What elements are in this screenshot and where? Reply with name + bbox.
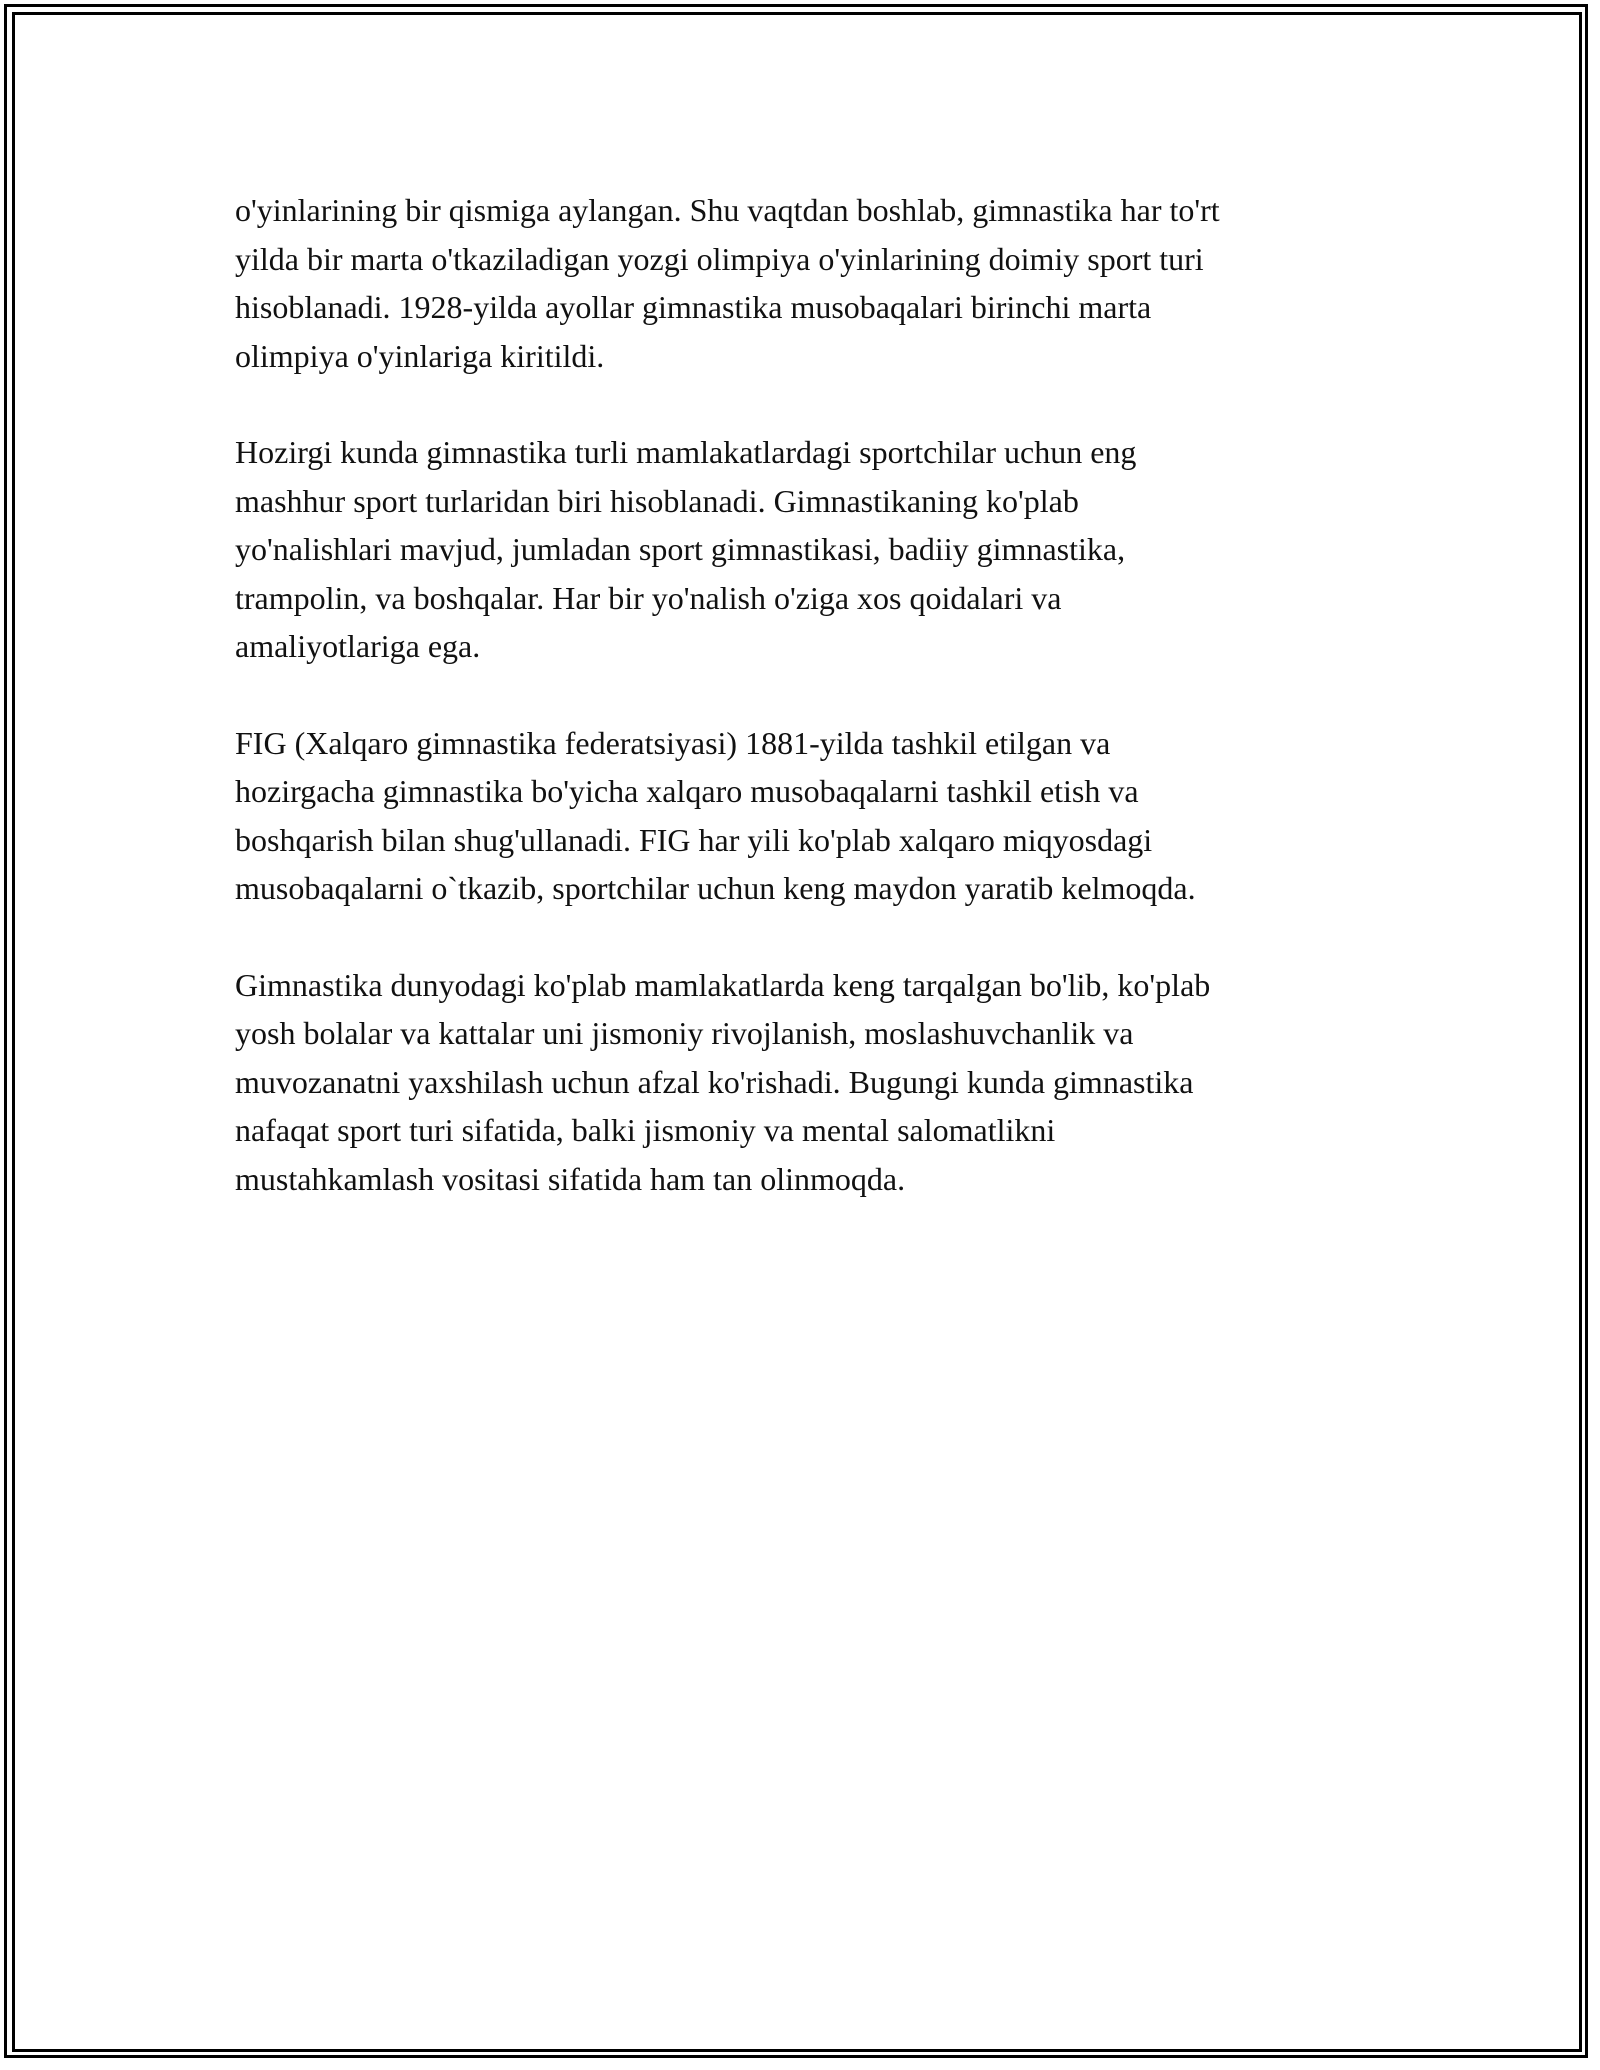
paragraph-olympics-history: o'yinlarining bir qismiga aylangan. Shu vaqtdan boshlab, gimnastika har to'rt yilda bir marta o'tkaziladigan yozgi olimpiya o'yinlarining doimiy sport turi hisoblanadi. 1928-yilda ayollar gimnastika musobaqalari birinchi marta olimpiya o'yinlariga kiritildi. bbox=[235, 192, 1220, 374]
paragraph-fig-federation: FIG (Xalqaro gimnastika federatsiyasi) 1881-yilda tashkil etilgan va hozirgacha gimnastika bo'yicha xalqaro musobaqalarni tashkil etish va boshqarish bilan shug'ullanadi. FIG har yili ko'plab xalqaro miqyosdagi musobaqalarni o`tkazib, sportchilar uchun keng maydon yaratib kelmoqda. bbox=[235, 724, 1196, 906]
paragraph-gymnastics-benefits: Gimnastika dunyodagi ko'plab mamlakatlarda keng tarqalgan bo'lib, ko'plab yosh bolalar va kattalar uni jismoniy rivojlanish, moslashuvchanlik va muvozanatni yaxshilash uchun afzal ko'rishadi. Bugungi kunda gimnastika nafaqat sport turi sifatida, balki jismoniy va mental salomatlikni mustahkamlash vositasi sifatida ham tan olinmoqda. bbox=[235, 966, 1211, 1197]
paragraph-gymnastics-today: Hozirgi kunda gimnastika turli mamlakatlardagi sportchilar uchun eng mashhur sport turlaridan biri hisoblanadi. Gimnastikaning ko'plab yo'nalishlari mavjud, jumladan sport gimnastikasi, badiiy gimnastika, trampolin, va boshqalar. Har bir yo'nalish o'ziga xos qoidalari va amaliyotlariga ega. bbox=[235, 434, 1137, 664]
document-body bbox=[235, 186, 1380, 1251]
